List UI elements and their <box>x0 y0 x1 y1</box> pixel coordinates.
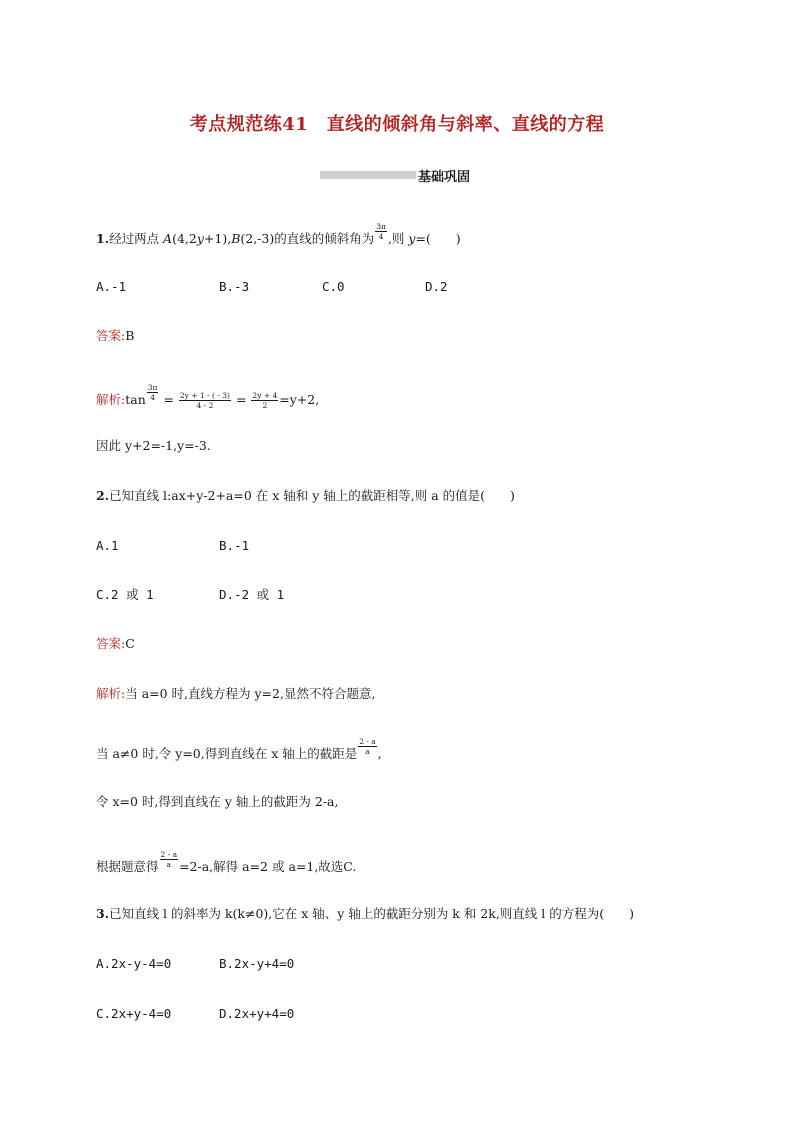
question-2: 2.已知直线 l:ax+y-2+a=0 在 x 轴和 y 轴上的截距相等,则 a 的值是( ) <box>96 488 515 503</box>
question-number: 2. <box>96 488 110 503</box>
section-bar <box>320 171 416 179</box>
option-d: D.2 <box>425 279 448 294</box>
analysis-label: 解析: <box>96 686 126 701</box>
question-number: 3. <box>96 906 110 921</box>
analysis-2-line-4: 根据题意得 $\frac{2 - a}{a}$ =2-a,解得 a=2 或 a=1,故选C. <box>96 850 357 874</box>
option-d: D.2x+y+4=0 <box>219 1006 295 1021</box>
section-header <box>320 165 470 185</box>
analysis-2: 解析:当 a=0 时,直线方程为 y=2,显然不符合题意, <box>96 686 376 701</box>
option-d: D.-2 或 1 <box>219 587 285 602</box>
answer-label: 答案: <box>96 328 126 343</box>
option-b: B.2x-y+4=0 <box>219 956 295 971</box>
question-1: 1.经过两点 A(4,2y+1),B(2,-3)的直线的倾斜角为 $\frac{3\pi}{4}$ ,则 y=( ) <box>96 222 461 246</box>
option-b: B.-1 <box>219 538 250 553</box>
fraction: $\frac{3\pi}{4}$ <box>376 222 386 241</box>
option-c: C.2x+y-4=0 <box>96 1006 172 1021</box>
option-a: A.1 <box>96 538 119 553</box>
option-c: C.0 <box>322 279 345 294</box>
answer-label: 答案: <box>96 636 126 651</box>
section-label: 基础巩固 <box>418 169 471 185</box>
answer-2: 答案:C <box>96 636 135 651</box>
option-a: A.-1 <box>96 279 127 294</box>
analysis-2-line-3: 令 x=0 时,得到直线在 y 轴上的截距为 2-a, <box>96 794 339 809</box>
option-c: C.2 或 1 <box>96 587 154 602</box>
analysis-2-line-2: 当 a≠0 时,令 y=0,得到直线在 x 轴上的截距是 $\frac{2 - a}{a}$ , <box>96 737 382 761</box>
question-3: 3.已知直线 l 的斜率为 k(k≠0),它在 x 轴、y 轴上的截距分别为 k 和 2k,则直线 l 的方程为( ) <box>96 906 635 921</box>
question-number: 1. <box>96 231 110 246</box>
option-b: B.-3 <box>219 279 250 294</box>
analysis-1: 解析:tan $\frac{3\pi}{4}$ = $\frac{2y + 1 - ( - 3)}{4 - 2}$ = $\frac{2y + 4}{2}$ =y+2, <box>96 383 320 410</box>
analysis-1-line-2: 因此 y+2=-1,y=-3. <box>96 438 211 453</box>
option-a: A.2x-y-4=0 <box>96 956 172 971</box>
analysis-label: 解析: <box>96 392 126 407</box>
page-title: 考点规范练41 直线的倾斜角与斜率、直线的方程 <box>189 114 605 135</box>
answer-1: 答案:B <box>96 328 135 343</box>
